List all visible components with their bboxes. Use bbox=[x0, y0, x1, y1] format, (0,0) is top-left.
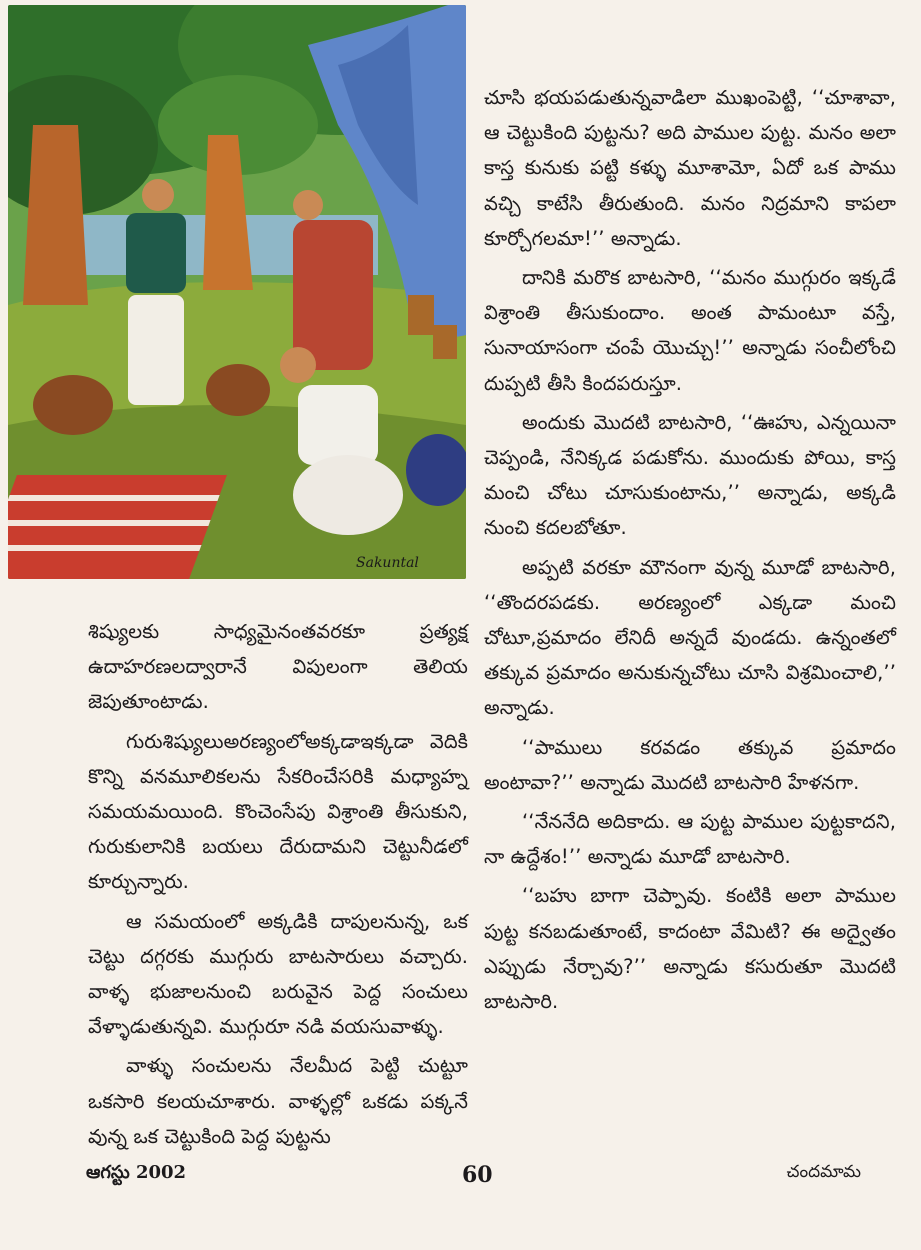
paragraph: అప్పటి వరకూ మౌనంగా వున్న మూడో బాటసారి, ‘‘తొందరపడకు. అరణ్యంలో ఎక్కడా మంచి చోటూ,ప్రమాదం లేనిదీ అన్నదే వుండదు. ఉన్నంతలో తక్కువ ప్రమాదం అనుకున్నచోటు చూసి విశ్రమించాలి,’’ అన్నాడు. bbox=[484, 555, 896, 720]
right-text-column bbox=[484, 80, 896, 1023]
issue-date: ఆగస్టు 2002 bbox=[86, 1162, 187, 1183]
story-illustration bbox=[8, 5, 466, 579]
paragraph: ఆ సమయంలో అక్కడికి దాపులనున్న, ఒక చెట్టు దగ్గరకు ముగ్గురు బాటసారులు వచ్చారు. వాళ్ళ భుజాలనుంచి బరువైన పెద్ద సంచులు వేళ్ళాడుతున్నవి. ముగ్గురూ నడి వయసువాళ్ళు. bbox=[88, 909, 468, 1039]
magazine-name: చందమామ bbox=[786, 1162, 861, 1182]
left-text-column bbox=[88, 614, 468, 1158]
paragraph: దానికి మరొక బాటసారి, ‘‘మనం ముగ్గురం ఇక్కడే విశ్రాంతి తీసుకుందాం. అంత పామంటూ వస్తే, సునాయాసంగా చంపే యొచ్చు!’’ అన్నాడు సంచీలోంచి దుప్పటి తీసి కిందపరుస్తూ. bbox=[484, 266, 896, 395]
paragraph: వాళ్ళు సంచులను నేలమీద పెట్టి చుట్టూ ఒకసారి కలయచూశారు. వాళ్ళల్లో ఒకడు పక్కనే వున్న ఒక చెట్టుకింది పెద్ద పుట్టను bbox=[88, 1054, 468, 1148]
paragraph: ‘‘నేననేది అదికాదు. ఆ పుట్ట పాముల పుట్టకాదని, నా ఉద్దేశం!’’ అన్నాడు మూడో బాటసారి. bbox=[484, 810, 896, 869]
paragraph: అందుకు మొదటి బాటసారి, ‘‘ఊహు, ఎన్నయినా చెప్పండి, నేనిక్కడ పడుకోను. ముందుకు పోయి, కాస్త మంచి చోటు చూసుకుంటాను,’’ అన్నాడు, అక్కడి నుంచి కదలబోతూ. bbox=[484, 410, 896, 540]
paragraph: ‘‘బహు బాగా చెప్పావు. కంటికి అలా పాముల పుట్ట కనబడుతూంటే, కాదంటా వేమిటి? ఈ అద్వైతం ఎప్పుడు నేర్చావు?’’ అన్నాడు కసురుతూ మొదటి బాటసారి. bbox=[484, 884, 896, 1014]
paragraph: శిష్యులకు సాధ్యమైనంతవరకూ ప్రత్యక్ష ఉదాహరణలద్వారానే విపులంగా తెలియ జెపుతూంటాడు. bbox=[88, 620, 468, 714]
artist-signature: Sakuntal bbox=[356, 555, 419, 571]
forest-scene-image bbox=[8, 5, 466, 579]
paragraph: ‘‘పాములు కరవడం తక్కువ ప్రమాదం అంటావా?’’ అన్నాడు మొదటి బాటసారి హేళనగా. bbox=[484, 735, 896, 794]
page-number: 60 bbox=[462, 1162, 493, 1188]
paragraph: గురుశిష్యులుఅరణ్యంలోఅక్కడాఇక్కడా వెదికి కొన్ని వనమూలికలను సేకరించేసరికి మధ్యాహ్న సమయమయింది. కొంచెంసేపు విశ్రాంతి తీసుకుని, గురుకులానికి బయలు దేరుదామని చెట్టునీడలో కూర్చున్నారు. bbox=[88, 729, 468, 894]
paragraph: చూసి భయపడుతున్నవాడిలా ముఖంపెట్టి, ‘‘చూశావా, ఆ చెట్టుకింది పుట్టను? అది పాముల పుట్ట. మనం అలా కాస్త కునుకు పట్టి కళ్ళు మూశామో, ఏదో ఒక పాము వచ్చి కాటేసి తీరుతుంది. మనం నిద్రమాని కాపలా కూర్చోగలమా!’’ అన్నాడు. bbox=[484, 86, 896, 250]
